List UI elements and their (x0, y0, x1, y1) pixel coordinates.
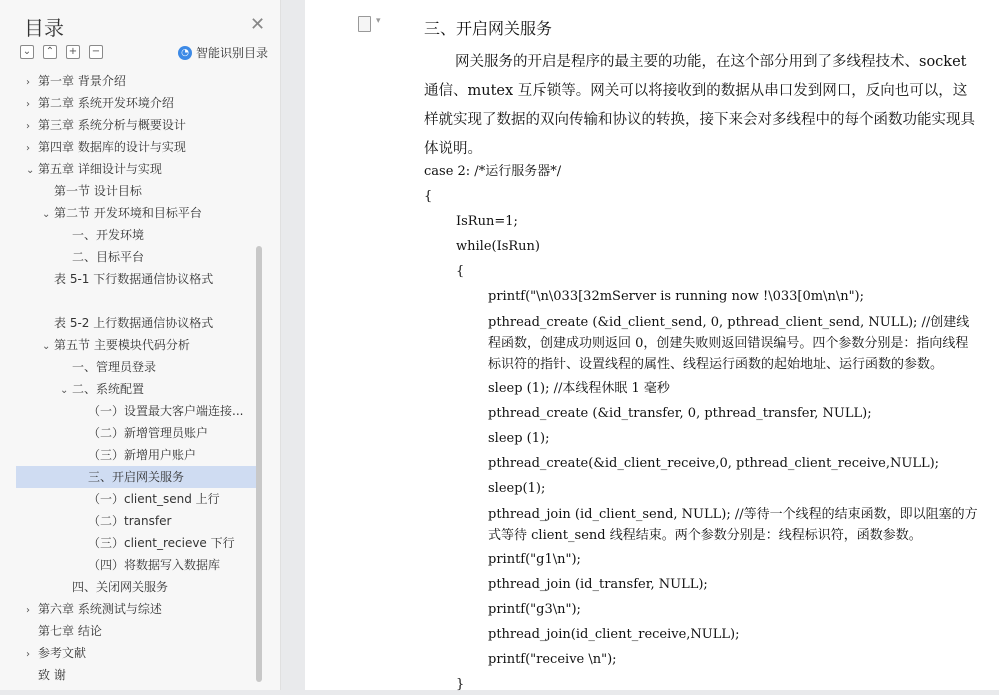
code-line: IsRun=1; (456, 214, 518, 229)
code-line: pthread_create (&id_client_send, 0, pthread_client_send, NULL); //创建线程函数，创建成功则返回 0，创建失败则返回错误编号。四个参数分别是：指向线程标识符的指针、设置线程的属性、线程运行函数的起始地址、运行函数的参数。 (488, 315, 970, 372)
code-line: { (456, 264, 465, 279)
toc-item[interactable] (16, 444, 256, 466)
toc-item-label: 表 5-1 下行数据通信协议格式 (54, 272, 214, 286)
code-line: sleep (1); //本线程休眠 1 毫秒 (488, 381, 670, 396)
toc-item-label: （三）新增用户账户 (88, 448, 197, 462)
toc-item[interactable] (16, 554, 256, 576)
toc-item[interactable] (16, 246, 256, 268)
chevron-down-icon[interactable]: ▾ (376, 16, 381, 26)
smart-toc-button[interactable] (178, 44, 268, 61)
toc-item[interactable] (16, 422, 256, 444)
toc-item[interactable] (16, 268, 256, 290)
code-line: printf("\n\033[32mServer is running now !\033[0m\n\n"); (488, 289, 864, 304)
smart-toc-label: 智能识别目录 (196, 46, 269, 60)
code-line: sleep(1); (488, 481, 546, 496)
toc-item[interactable] (16, 664, 256, 686)
toc-item-label: 参考文献 (38, 646, 87, 660)
expand-all-icon[interactable]: ⌄ (20, 45, 34, 59)
document-icon[interactable] (358, 16, 371, 32)
toc-item-label: 三、开启网关服务 (88, 470, 185, 484)
toc-item-label: 第一章 背景介绍 (38, 74, 126, 88)
toc-title: 目录 (24, 16, 64, 40)
toc-item-label: 第五章 详细设计与实现 (38, 162, 162, 176)
toc-item-label: （一）设置最大客户端连接... (88, 404, 244, 418)
chevron-down-icon[interactable]: ⌄ (60, 385, 69, 396)
toc-item-label: 第六章 系统测试与综述 (38, 602, 162, 616)
toc-item-label: 二、系统配置 (72, 382, 145, 396)
toc-item-label: 第七章 结论 (38, 624, 102, 638)
smart-recognize-icon: ◔ (178, 46, 192, 60)
code-line: pthread_join (id_client_send, NULL); //等待一个线程的结束函数，即以阻塞的方式等待 client_send 线程结束。两个参数分别是：线程标识符，函数参数。 (488, 507, 978, 543)
toc-item-label: 致 谢 (38, 668, 66, 682)
toc-item-label: （三）client_recieve 下行 (88, 536, 235, 550)
toc-item[interactable] (16, 488, 256, 510)
toc-toolbar (20, 45, 103, 61)
toc-item[interactable] (16, 642, 256, 664)
code-line: while(IsRun) (456, 239, 540, 254)
toc-item-label: 二、目标平台 (72, 250, 145, 264)
code-line: printf("g3\n"); (488, 602, 581, 617)
chevron-right-icon[interactable]: › (26, 99, 30, 110)
toc-item-label: （一）client_send 上行 (88, 492, 220, 506)
chevron-right-icon[interactable]: › (26, 121, 30, 132)
code-line: pthread_join(id_client_receive,NULL); (488, 627, 740, 642)
close-icon[interactable]: ✕ (250, 14, 266, 35)
code-line: case 2: /*运行服务器*/ (424, 164, 562, 179)
toc-item[interactable] (16, 114, 256, 136)
toc-sidebar (0, 0, 281, 690)
toc-item-label: （二）新增管理员账户 (88, 426, 209, 440)
section-paragraph: 网关服务的开启是程序的最主要的功能，在这个部分用到了多线程技术、socket 通信、mutex 互斥锁等。网关可以将接收到的数据从串口发到网口，反向也可以，这样就实现了数据的双向传输和协议的转换，接下来会对多线程中的每个函数功能实现具体说明。 (424, 54, 975, 157)
toc-item-label: 一、管理员登录 (72, 360, 157, 374)
toc-item[interactable] (16, 92, 256, 114)
collapse-all-icon[interactable]: ⌃ (43, 45, 57, 59)
toc-item[interactable] (16, 202, 256, 224)
toc-item-label: （二）transfer (88, 514, 172, 528)
code-line: printf("g1\n"); (488, 552, 581, 567)
chevron-right-icon[interactable]: › (26, 77, 30, 88)
toc-item[interactable] (16, 136, 256, 158)
toc-item[interactable] (16, 510, 256, 532)
toc-item-label: 第二章 系统开发环境介绍 (38, 96, 174, 110)
toc-item-selected[interactable] (16, 466, 256, 488)
section-heading: 三、开启网关服务 (424, 19, 553, 38)
toc-item[interactable] (16, 224, 256, 246)
toc-item[interactable] (16, 598, 256, 620)
toc-item[interactable] (16, 356, 256, 378)
toc-item[interactable] (16, 312, 256, 334)
toc-item-label: 第三章 系统分析与概要设计 (38, 118, 186, 132)
chevron-right-icon[interactable]: › (26, 605, 30, 616)
toc-item-label: （四）将数据写入数据库 (88, 558, 221, 572)
toc-item-label: 第五节 主要模块代码分析 (54, 338, 190, 352)
chevron-down-icon[interactable]: ⌄ (42, 209, 51, 220)
toc-item-label: 表 5-2 上行数据通信协议格式 (54, 316, 214, 330)
toc-item[interactable] (16, 400, 256, 422)
toc-item-label: 四、关闭网关服务 (72, 580, 169, 594)
toc-item[interactable] (16, 290, 256, 312)
toc-list (16, 70, 256, 690)
code-line: } (456, 677, 465, 692)
code-line: printf("receive \n"); (488, 652, 617, 667)
chevron-down-icon[interactable]: ⌄ (26, 165, 35, 176)
remove-heading-icon[interactable]: − (89, 45, 103, 59)
code-line: pthread_create (&id_transfer, 0, pthread_transfer, NULL); (488, 406, 872, 421)
code-line: { (424, 189, 433, 204)
toc-item[interactable] (16, 334, 256, 356)
chevron-right-icon[interactable]: › (26, 143, 30, 154)
toc-item[interactable] (16, 158, 256, 180)
chevron-down-icon[interactable]: ⌄ (42, 341, 51, 352)
toc-item[interactable] (16, 70, 256, 92)
code-line: sleep (1); (488, 431, 550, 446)
toc-item[interactable] (16, 576, 256, 598)
code-line: pthread_create(&id_client_receive,0, pthread_client_receive,NULL); (488, 456, 940, 471)
toc-item[interactable] (16, 378, 256, 400)
toc-item[interactable] (16, 532, 256, 554)
toc-item[interactable] (16, 620, 256, 642)
toc-item-label: 一、开发环境 (72, 228, 145, 242)
toc-item-label: 第四章 数据库的设计与实现 (38, 140, 186, 154)
add-heading-icon[interactable]: + (66, 45, 80, 59)
toc-item-label: 第二节 开发环境和目标平台 (54, 206, 202, 220)
toc-item-label: 第一节 设计目标 (54, 184, 142, 198)
toc-scrollbar[interactable] (256, 246, 262, 682)
code-line: pthread_join (id_transfer, NULL); (488, 577, 708, 592)
chevron-right-icon[interactable]: › (26, 649, 30, 660)
toc-item[interactable] (16, 180, 256, 202)
